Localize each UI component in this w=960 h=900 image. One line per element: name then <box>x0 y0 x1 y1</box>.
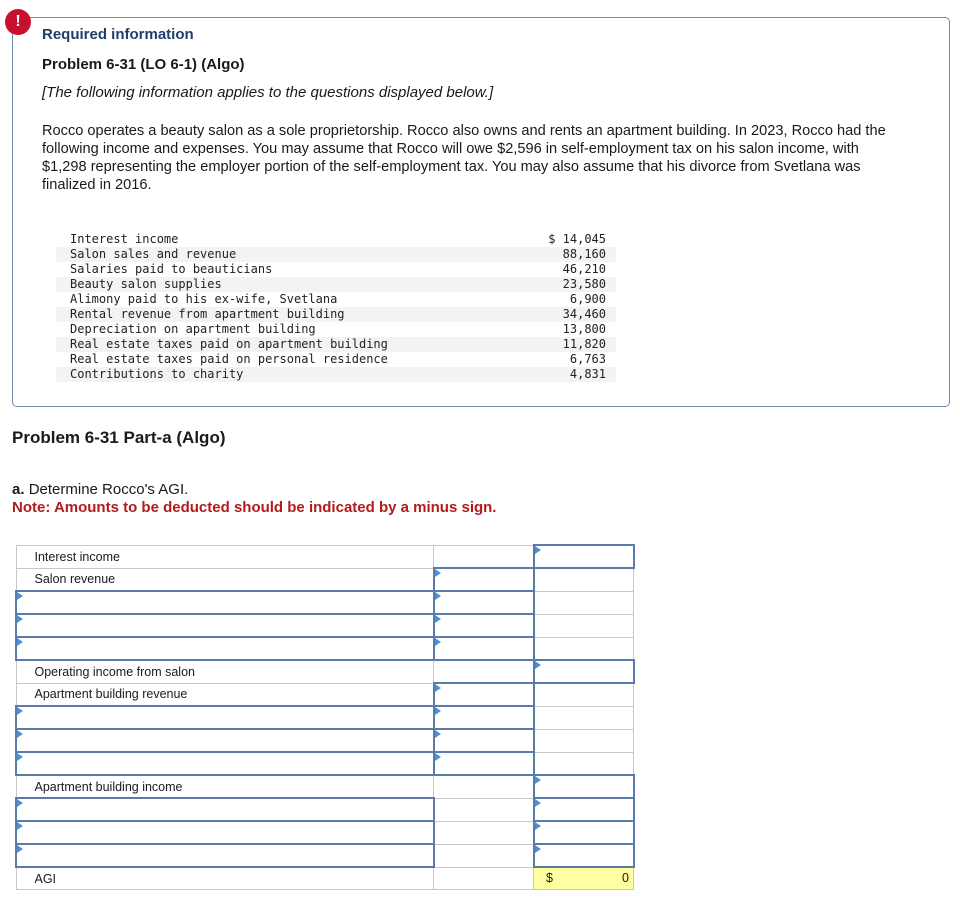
apartment-expense-amount-input[interactable] <box>434 729 534 752</box>
item-amount: 34,460 <box>505 307 616 322</box>
amount-cell <box>434 821 534 844</box>
item-label: Real estate taxes paid on personal residence <box>70 352 388 366</box>
apartment-expense-label-input[interactable] <box>16 706 434 729</box>
amount-cell <box>434 844 534 867</box>
deduction-label-input[interactable] <box>16 844 434 867</box>
total-cell <box>534 683 634 706</box>
item-label: Rental revenue from apartment building <box>56 307 505 322</box>
salon-expense-amount-input[interactable] <box>434 637 534 660</box>
total-cell <box>534 729 634 752</box>
subtotal-cell <box>434 775 534 798</box>
table-row <box>16 637 634 660</box>
table-row <box>16 660 634 683</box>
dropdown-marker-icon <box>435 615 441 623</box>
item-amount: 4,831 <box>505 367 616 382</box>
table-row <box>56 262 616 277</box>
row-label-operating-income: Operating income from salon <box>16 660 434 683</box>
question-letter: a. <box>12 481 25 498</box>
deduction-label-input[interactable] <box>16 798 434 821</box>
table-row <box>16 752 634 775</box>
total-cell <box>534 591 634 614</box>
table-row <box>56 367 616 382</box>
dropdown-marker-icon <box>535 776 541 784</box>
agi-answer-table <box>15 544 635 890</box>
total-cell <box>534 706 634 729</box>
table-row <box>16 545 634 568</box>
alert-icon: ! <box>5 9 31 35</box>
apartment-expense-label-input[interactable] <box>16 752 434 775</box>
item-amount: $ 14,045 <box>548 232 606 246</box>
dropdown-marker-icon <box>435 684 441 692</box>
total-cell <box>534 752 634 775</box>
dropdown-marker-icon <box>535 822 541 830</box>
item-amount: 13,800 <box>562 322 606 336</box>
salon-expense-label-input[interactable] <box>16 614 434 637</box>
item-label: Salaries paid to beauticians <box>70 262 273 276</box>
item-label: Real estate taxes paid on apartment building <box>56 337 505 352</box>
dropdown-marker-icon <box>17 615 23 623</box>
agi-total-output <box>534 867 634 890</box>
item-label: Salon sales and revenue <box>56 247 505 262</box>
table-row <box>16 775 634 798</box>
problem-description: Rocco operates a beauty salon as a sole proprietorship. Rocco also owns and rents an apartment building. In 2023, Rocco had the following income and expenses. You may assume that Rocco will owe $2,596 in self-employment tax on his salon income, with $1,298 representing the employer portion of the self-employment tax. You may also assume that his divorce from Svetlana was finalized in 2016. <box>42 123 886 193</box>
amount-cell <box>434 798 534 821</box>
salon-expense-label-input[interactable] <box>16 637 434 660</box>
item-amount: 6,900 <box>569 292 606 306</box>
dropdown-marker-icon <box>17 799 23 807</box>
table-row <box>16 683 634 706</box>
table-row <box>16 706 634 729</box>
table-row <box>56 307 616 322</box>
subtotal-cell <box>434 660 534 683</box>
income-expense-table <box>56 232 616 382</box>
row-label-salon-revenue: Salon revenue <box>16 568 434 591</box>
dropdown-marker-icon <box>435 569 441 577</box>
table-row <box>16 729 634 752</box>
apartment-income-total-input[interactable] <box>534 775 634 798</box>
question-a <box>12 481 188 498</box>
deduction-total-input[interactable] <box>534 844 634 867</box>
agi-value: 0 <box>622 871 629 885</box>
dropdown-marker-icon <box>435 707 441 715</box>
applies-note: [The following information applies to the questions displayed below.] <box>42 84 494 101</box>
apartment-expense-amount-input[interactable] <box>434 752 534 775</box>
total-cell <box>534 568 634 591</box>
item-amount: 23,580 <box>505 277 616 292</box>
dropdown-marker-icon <box>17 638 23 646</box>
item-amount: 11,820 <box>505 337 616 352</box>
agi-currency: $ <box>546 871 553 885</box>
amount-cell <box>434 867 534 890</box>
table-row <box>16 798 634 821</box>
dropdown-marker-icon <box>535 845 541 853</box>
row-label-apartment-revenue: Apartment building revenue <box>16 683 434 706</box>
total-cell <box>534 637 634 660</box>
item-label: Beauty salon supplies <box>56 277 505 292</box>
apartment-expense-amount-input[interactable] <box>434 706 534 729</box>
operating-income-total-input[interactable] <box>534 660 634 683</box>
salon-revenue-input[interactable] <box>434 568 534 591</box>
row-label-apartment-income: Apartment building income <box>16 775 434 798</box>
total-cell <box>534 614 634 637</box>
dropdown-marker-icon <box>17 845 23 853</box>
table-row <box>16 867 634 890</box>
deduction-label-input[interactable] <box>16 821 434 844</box>
salon-expense-amount-input[interactable] <box>434 614 534 637</box>
item-amount: 6,763 <box>569 352 606 366</box>
table-row <box>56 232 616 247</box>
item-amount: 88,160 <box>505 247 616 262</box>
row-label-agi: AGI <box>16 867 434 890</box>
apartment-expense-label-input[interactable] <box>16 729 434 752</box>
table-row <box>16 844 634 867</box>
dropdown-marker-icon <box>535 799 541 807</box>
amount-cell <box>434 545 534 568</box>
dropdown-marker-icon <box>435 638 441 646</box>
deduction-total-input[interactable] <box>534 798 634 821</box>
dropdown-marker-icon <box>17 822 23 830</box>
item-label: Contributions to charity <box>56 367 505 382</box>
table-row <box>56 322 616 337</box>
part-title: Problem 6-31 Part-a (Algo) <box>12 428 226 447</box>
table-row <box>16 591 634 614</box>
required-info-title: Required information <box>42 26 194 43</box>
item-label: Interest income <box>70 232 179 246</box>
row-label-interest-income: Interest income <box>16 545 434 568</box>
table-row <box>56 277 616 292</box>
interest-income-total-input[interactable] <box>534 545 634 568</box>
dropdown-marker-icon <box>435 592 441 600</box>
dropdown-marker-icon <box>17 592 23 600</box>
salon-expense-amount-input[interactable] <box>434 591 534 614</box>
question-text: Determine Rocco's AGI. <box>28 481 189 498</box>
table-row <box>16 568 634 591</box>
dropdown-marker-icon <box>17 730 23 738</box>
item-label: Depreciation on apartment building <box>70 322 316 336</box>
table-row <box>56 247 616 262</box>
problem-title: Problem 6-31 (LO 6-1) (Algo) <box>42 56 245 73</box>
apartment-revenue-input[interactable] <box>434 683 534 706</box>
instruction-note: Note: Amounts to be deducted should be indicated by a minus sign. <box>12 499 497 516</box>
deduction-total-input[interactable] <box>534 821 634 844</box>
item-label: Alimony paid to his ex-wife, Svetlana <box>70 292 338 306</box>
item-amount: 46,210 <box>562 262 606 276</box>
dropdown-marker-icon <box>17 707 23 715</box>
dropdown-marker-icon <box>17 753 23 761</box>
table-row <box>56 352 616 367</box>
dropdown-marker-icon <box>435 753 441 761</box>
dropdown-marker-icon <box>435 730 441 738</box>
dropdown-marker-icon <box>535 661 541 669</box>
table-row <box>56 337 616 352</box>
table-row <box>16 614 634 637</box>
dropdown-marker-icon <box>535 546 541 554</box>
table-row <box>56 292 616 307</box>
table-row <box>16 821 634 844</box>
salon-expense-label-input[interactable] <box>16 591 434 614</box>
